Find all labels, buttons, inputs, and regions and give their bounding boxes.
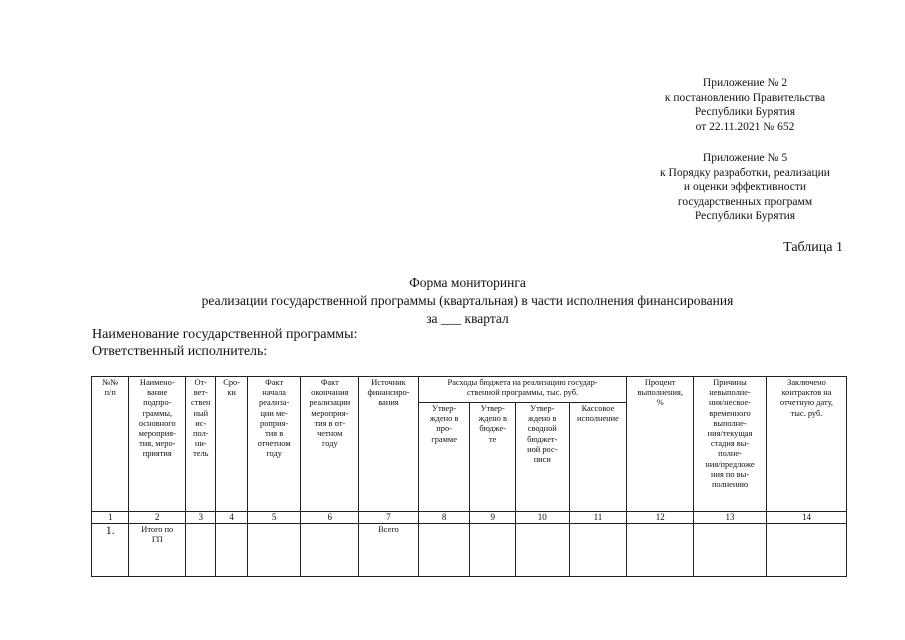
header-num: №№ п/п — [92, 377, 129, 512]
table-cell — [569, 524, 627, 577]
header-reasons: Причины невыполне- ния/несвое- временного выполне- ния/текущая стадия вы- полне- ния/предложе ния по вы- полнению — [694, 377, 767, 512]
approval-1-line: от 22.11.2021 № 652 — [695, 120, 795, 133]
header-fact-start: Факт начала реализа- ции ме- роприя- тия в отчетном году — [247, 377, 301, 512]
column-number: 4 — [216, 512, 247, 524]
table-cell — [470, 524, 516, 577]
column-number: 5 — [247, 512, 301, 524]
table-cell — [301, 524, 359, 577]
approval-2-line: и оценки эффективности — [683, 181, 807, 193]
table-label: Таблица 1 — [783, 240, 843, 255]
header-fact-end: Факт окончания реализации мероприя- тия в от- четном году — [301, 377, 359, 512]
header-source: Источник финансиро- вания — [359, 377, 419, 512]
column-number: 9 — [470, 512, 516, 524]
column-number: 1 — [92, 512, 129, 524]
approval-1-line: Республики Бурятия — [694, 106, 796, 118]
table-row — [92, 524, 847, 577]
column-number: 13 — [694, 512, 767, 524]
table-cell — [766, 524, 846, 577]
title-line: за ___ квартал — [426, 311, 509, 326]
table-cell — [418, 524, 470, 577]
header-cash: Кассовое исполнение — [569, 403, 627, 512]
approval-2-line: Республики Бурятия — [694, 210, 796, 222]
column-number: 14 — [766, 512, 846, 524]
column-number: 11 — [569, 512, 627, 524]
header-approved-program: Утвер- ждено в про- грамме — [418, 403, 470, 512]
column-number: 8 — [418, 512, 470, 524]
header-executor: От- вет- ствен ный ис- пол- ни- тель — [186, 377, 216, 512]
table-cell — [627, 524, 694, 577]
approval-1-line: Приложение № 2 — [702, 77, 788, 89]
row-number: 1. — [92, 524, 129, 577]
approval-2-line: Приложение № 5 — [702, 152, 788, 164]
header-budget-group: Расходы бюджета на реализацию государ- ственной программы, тыс. руб. — [418, 377, 626, 403]
monitoring-table — [91, 376, 847, 577]
approval-2-line: к Порядку разработки, реализации — [660, 166, 830, 179]
column-number: 6 — [301, 512, 359, 524]
approval-block-1 — [640, 76, 850, 134]
header-terms: Сро- ки — [216, 377, 247, 512]
column-number: 7 — [359, 512, 419, 524]
title-line: реализации государственной программы (квартальная) в части исполнения финансирования — [201, 293, 734, 308]
column-number-row — [92, 512, 847, 524]
table-cell — [694, 524, 767, 577]
column-number: 12 — [627, 512, 694, 524]
header-percent: Процент выполнения, % — [627, 377, 694, 512]
header-contracts: Заключено контрактов на отчетную дату, тыс. руб. — [766, 377, 846, 512]
table-cell — [216, 524, 247, 577]
header-approved-budget: Утвер- ждено в бюдже- те — [470, 403, 516, 512]
approval-block-2 — [640, 151, 850, 224]
header-approved-consolidated: Утвер- ждено в сводной бюджет- ной рос- писи — [515, 403, 569, 512]
table-cell — [186, 524, 216, 577]
approval-2-line: государственных программ — [677, 195, 813, 208]
program-name-field: Наименование государственной программы: — [92, 327, 358, 342]
column-number: 3 — [186, 512, 216, 524]
table-cell — [515, 524, 569, 577]
row-source: Всего — [359, 524, 419, 577]
approval-1-line: к постановлению Правительства — [664, 91, 826, 104]
table-cell — [247, 524, 301, 577]
executor-field: Ответственный исполнитель: — [92, 344, 268, 359]
row-name: Итого по ГП — [129, 524, 186, 577]
column-number: 2 — [129, 512, 186, 524]
header-name: Наимено- вание подпро- граммы, основного мероприя- тия, меро- приятия — [129, 377, 186, 512]
title-line: Форма мониторинга — [409, 275, 526, 290]
form-title — [90, 274, 845, 328]
column-number: 10 — [515, 512, 569, 524]
